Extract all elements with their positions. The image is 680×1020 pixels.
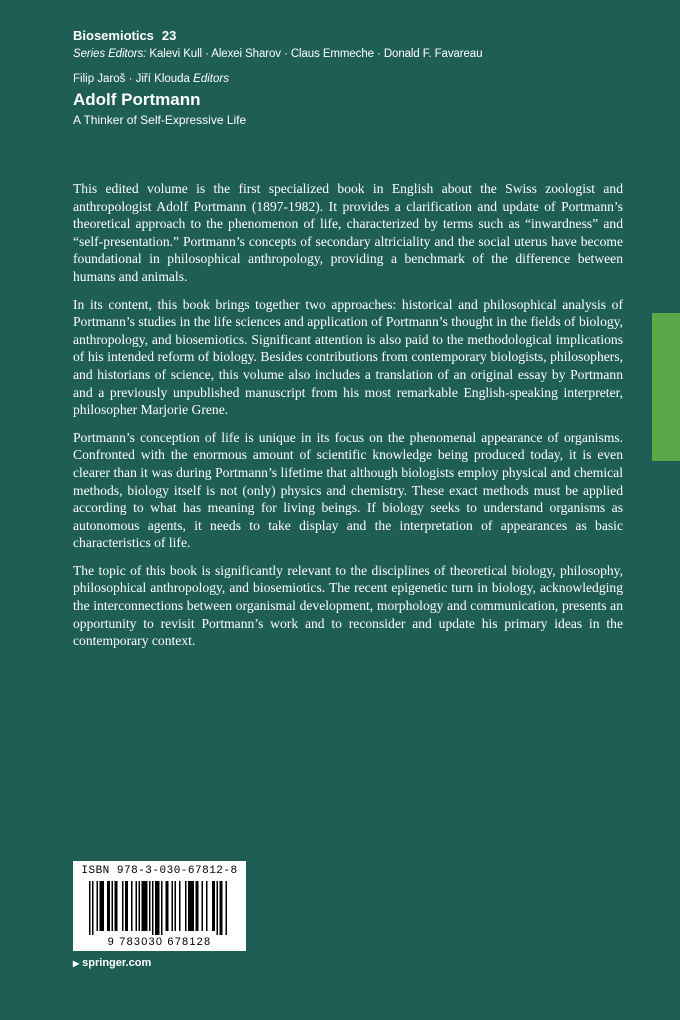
publisher-url: springer.com: [82, 957, 152, 969]
barcode-bar: [149, 881, 151, 931]
barcode-digits: 9 783030 678128: [107, 936, 212, 948]
triangle-right-icon: ▶: [73, 959, 80, 968]
volume-editors: [73, 71, 633, 87]
barcode-bar: [141, 881, 147, 931]
barcode-bar: [185, 881, 187, 931]
barcode-bar: [188, 881, 194, 931]
publisher-link[interactable]: [73, 957, 151, 969]
barcode-bar: [135, 881, 137, 931]
barcode-bar: [219, 881, 221, 935]
volume-editors-label: Editors: [193, 73, 229, 85]
barcode-bar: [221, 881, 223, 935]
barcode-bar: [195, 881, 198, 931]
barcode-bar: [179, 881, 181, 931]
series-name: Biosemiotics: [73, 28, 154, 43]
barcode-bar: [96, 881, 98, 931]
barcode-bars: [85, 881, 235, 935]
barcode-bar: [155, 881, 160, 935]
barcode-bar: [99, 881, 104, 931]
barcode-bar: [131, 881, 133, 931]
barcode-bar: [92, 881, 94, 935]
blurb-paragraph-2: In its content, this book brings together two approaches: historical and philosophical analysis of Portmann’s studies in the life sciences and application of Portmann’s thought in the fields of biology, anthropology, and biosemiotics. Significant attention is also paid to the methodological implications of his intended reform of biology. Besides contributions from contemporary biologists, philosophers, and historians of science, this volume also includes a translation of an original essay by Portmann and a previously unpublished manuscript from his most remarkable English-speaking interpreter, philosopher Marjorie Grene.: [73, 296, 623, 418]
blurb-paragraph-1: This edited volume is the first specialized book in English about the Swiss zoologist and anthropologist Adolf Portmann (1897-1982). It provides a clarification and update of Portmann’s theoretical approach to the phenomenon of life, characterized by terms such as “inwardness” and “self-presentation.” Portmann’s concepts of secondary altriciality and the social uterus have become foundational in philosophical anthropology, providing a benchmark of the difference between humans and animals.: [73, 181, 623, 284]
barcode-bar: [165, 881, 168, 931]
blurb-paragraph-3: Portmann’s conception of life is unique in its focus on the phenomenal appearance of organisms. Confronted with the enormous amount of scientific knowledge being produced today, it is even clearer than it was during Portmann’s lifetime that although biologists employ physical and chemical methods, biology itself is not (only) physics and chemistry. These exact methods must be applied according to what has meaning for living beings. If biology seeks to understand organisms as autonomous agents, it needs to take display and the interpretation of appearances as basic characteristics of life.: [73, 429, 623, 551]
barcode-bar: [122, 881, 124, 931]
blurb: [73, 180, 623, 660]
series-editors-label: Series Editors:: [73, 48, 147, 60]
series-editors-names: Kalevi Kull · Alexei Sharov · Claus Emmeche · Donald F. Favareau: [149, 48, 483, 60]
barcode-bar: [174, 881, 176, 931]
series-number: 23: [161, 28, 177, 43]
barcode-bar: [171, 881, 173, 931]
barcode-bar: [89, 881, 91, 935]
volume-editors-names: Filip Jaroš · Jiří Klouda: [73, 73, 190, 85]
barcode-bar: [216, 881, 218, 935]
side-tab: [652, 313, 680, 461]
barcode-bar: [111, 881, 113, 931]
barcode-bar: [225, 881, 227, 935]
barcode-bar: [125, 881, 128, 931]
barcode-bar: [206, 881, 208, 931]
book-title: Adolf Portmann: [73, 90, 201, 109]
barcode-bar: [212, 881, 215, 931]
series-line: [73, 27, 633, 45]
header: [73, 27, 633, 129]
barcode-bar: [114, 881, 117, 931]
barcode-bar: [138, 881, 140, 931]
barcode: [73, 861, 246, 951]
isbn-text: ISBN 978-3-030-67812-8: [81, 865, 238, 877]
barcode-bar: [152, 881, 154, 935]
barcode-bar: [201, 881, 203, 931]
barcode-bar: [107, 881, 110, 931]
barcode-bar: [161, 881, 163, 935]
series-editors: [73, 45, 633, 63]
blurb-paragraph-4: The topic of this book is significantly relevant to the disciplines of theoretical biology, philosophy, philosophical anthropology, and biosemiotics. The recent epigenetic turn in biology, acknowledging the interconnections between organismal development, morphology and communication, presents an opportunity to revisit Portmann’s work and to reconsider and update his primary ideas in the contemporary context.: [73, 562, 623, 649]
book-subtitle: A Thinker of Self-Expressive Life: [73, 113, 247, 127]
